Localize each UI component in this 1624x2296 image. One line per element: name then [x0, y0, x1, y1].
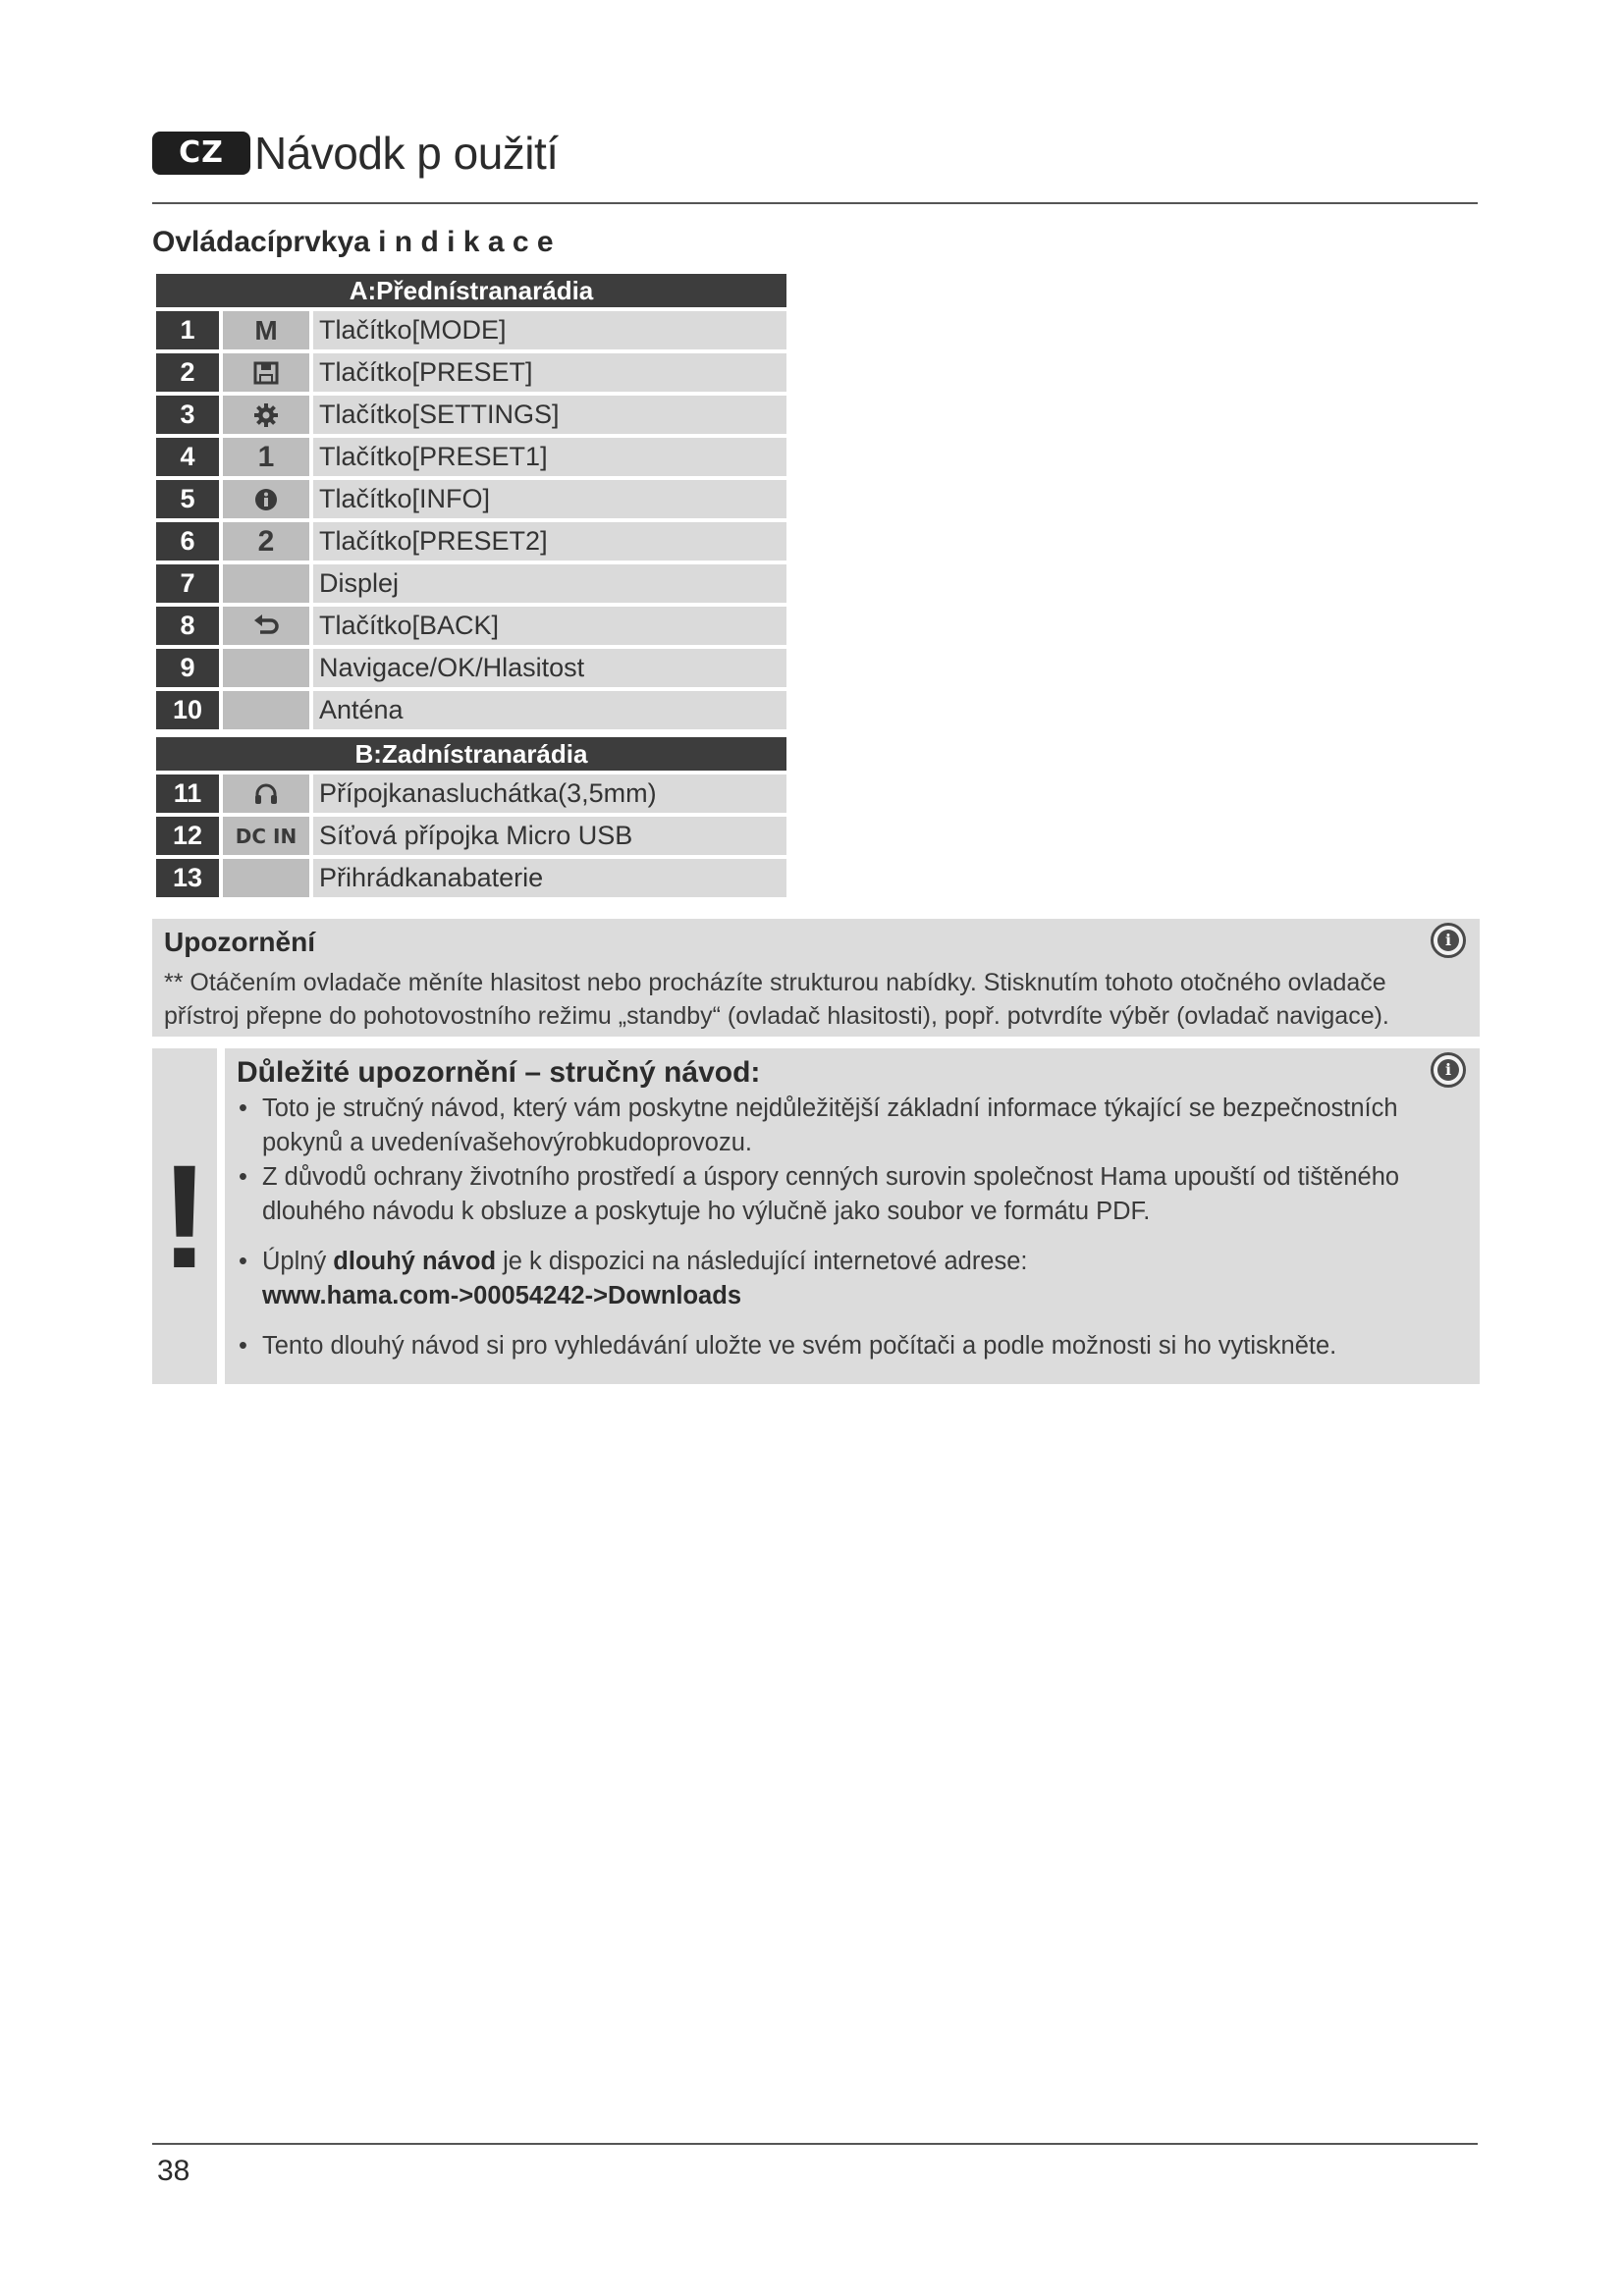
row-label: Displej [313, 564, 786, 603]
table-row [156, 353, 786, 392]
row-number: 4 [156, 438, 219, 476]
preset-save-icon [223, 353, 309, 392]
headphones-icon [223, 774, 309, 813]
row-number: 13 [156, 859, 219, 897]
row-number: 11 [156, 774, 219, 813]
list-item: • Tento dlouhý návod si pro vyhledávání uložte ve svém počítači a podle možnosti si ho vytiskněte. [237, 1329, 1421, 1363]
warning-title: Důležité upozornění – stručný návod: [237, 1056, 761, 1089]
table-row [156, 480, 786, 518]
row-label: Přihrádkanabaterie [313, 859, 786, 897]
warning-strip [152, 1048, 217, 1384]
table-row [156, 817, 786, 855]
row-number: 12 [156, 817, 219, 855]
mode-icon: M [223, 311, 309, 349]
row-number: 2 [156, 353, 219, 392]
row-number: 5 [156, 480, 219, 518]
warning-box [225, 1048, 1480, 1384]
note-box [152, 919, 1480, 1037]
note-text: ** Otáčením ovladače měníte hlasitost nebo procházíte strukturou nabídky. Stisknutím tohoto otočného ovladače přístroj přepne do pohotovostního režimu „standby“ (ovladač hlasitosti), popř. potvrdíte výběr (ovladač navigace). [164, 969, 1389, 1030]
row-label: Tlačítko[PRESET] [313, 353, 786, 392]
exclamation-icon: ! [160, 1134, 209, 1299]
back-icon [223, 607, 309, 645]
row-number: 6 [156, 522, 219, 561]
row-label: Tlačítko[PRESET1] [313, 438, 786, 476]
table-back-panel [156, 737, 786, 901]
row-label: Tlačítko[SETTINGS] [313, 396, 786, 434]
row-label: Tlačítko[PRESET2] [313, 522, 786, 561]
table-row [156, 564, 786, 603]
row-label: Tlačítko[INFO] [313, 480, 786, 518]
row-number: 8 [156, 607, 219, 645]
table-row [156, 396, 786, 434]
row-number: 9 [156, 649, 219, 687]
row-label: Navigace/OK/Hlasitost [313, 649, 786, 687]
empty-icon-cell [223, 859, 309, 897]
row-number: 3 [156, 396, 219, 434]
settings-gear-icon [223, 396, 309, 434]
table-row [156, 438, 786, 476]
info-icon [223, 480, 309, 518]
empty-icon-cell [223, 649, 309, 687]
table-row [156, 691, 786, 729]
table-row [156, 607, 786, 645]
row-number: 10 [156, 691, 219, 729]
header-divider [152, 202, 1478, 204]
document-title: Návodk p oužití [254, 128, 559, 179]
table-row [156, 859, 786, 897]
page-header [152, 126, 1478, 204]
table-row [156, 522, 786, 561]
preset2-icon: 2 [223, 522, 309, 561]
list-item: • Toto je stručný návod, který vám poskytne nejdůležitější základní informace týkající se bezpečnostních pokynů a uvedenívašehovýrobkudoprovozu. [237, 1092, 1421, 1160]
dc-in-icon: DC IN [223, 817, 309, 855]
list-item: • Z důvodů ochrany životního prostředí a úspory cenných surovin společnost Hama upouští od tištěného dlouhého návodu k obsluze a poskytuje ho výlučně jako soubor ve formátu PDF. [237, 1160, 1421, 1229]
warning-list [237, 1092, 1421, 1363]
info-icon: i [1431, 923, 1466, 958]
empty-icon-cell [223, 691, 309, 729]
row-number: 7 [156, 564, 219, 603]
download-link[interactable]: www.hama.com->00054242->Downloads [262, 1282, 741, 1309]
table-row [156, 649, 786, 687]
empty-icon-cell [223, 564, 309, 603]
table-front-panel [156, 274, 786, 733]
table-row [156, 774, 786, 813]
page-number: 38 [157, 2155, 190, 2187]
row-label: Tlačítko[MODE] [313, 311, 786, 349]
list-item: • Úplný dlouhý návod je k dispozici na následující internetové adrese: www.hama.com->00054242->Downloads [237, 1245, 1421, 1313]
row-label: Tlačítko[BACK] [313, 607, 786, 645]
table-row [156, 311, 786, 349]
note-title: Upozornění [164, 927, 315, 957]
row-label: Přípojkanasluchátka(3,5mm) [313, 774, 786, 813]
language-badge: CZ [152, 132, 250, 175]
row-label: Anténa [313, 691, 786, 729]
table-title: B:Zadnístranarádia [156, 737, 786, 771]
table-title: A:Přednístranarádia [156, 274, 786, 307]
preset1-icon: 1 [223, 438, 309, 476]
info-icon: i [1431, 1052, 1466, 1088]
row-number: 1 [156, 311, 219, 349]
row-label: Síťová přípojka Micro USB [313, 817, 786, 855]
footer-divider [152, 2143, 1478, 2145]
section-title: Ovládacíprvkya i n d i k a c e [152, 226, 554, 258]
